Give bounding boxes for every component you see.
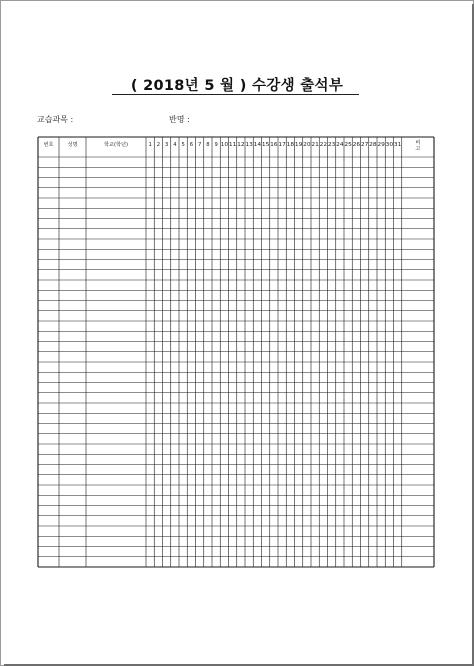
header-day-1: 1: [148, 142, 152, 148]
header-day-20: 20: [303, 142, 311, 148]
header-day-17: 17: [278, 142, 286, 148]
header-day-25: 25: [344, 142, 352, 148]
header-day-13: 13: [245, 142, 253, 148]
header-day-23: 23: [327, 142, 336, 148]
course-label: 교습과목 :: [37, 115, 74, 124]
header-day-6: 6: [189, 142, 194, 148]
header-day-16: 16: [270, 142, 278, 148]
attendance-table: [37, 136, 437, 568]
header-day-26: 26: [352, 142, 361, 148]
header-cell: 성명: [67, 142, 78, 148]
header-day-31: 31: [393, 142, 402, 148]
header-day-19: 19: [294, 142, 303, 148]
header-day-3: 3: [164, 142, 169, 148]
header-day-18: 18: [286, 142, 295, 148]
header-remarks-char: 비: [415, 140, 421, 146]
header-cell: 번호: [43, 142, 54, 148]
header-day-8: 8: [206, 142, 210, 148]
header-day-4: 4: [173, 142, 177, 148]
header-day-21: 21: [311, 142, 319, 148]
header-day-27: 27: [360, 142, 369, 148]
header-day-28: 28: [369, 142, 377, 148]
header-day-10: 10: [220, 142, 229, 148]
header-day-5: 5: [181, 142, 185, 148]
header-day-14: 14: [253, 142, 262, 148]
header-remarks-char: 고: [415, 146, 421, 152]
header-day-24: 24: [336, 142, 345, 148]
class-label: 반명 :: [169, 115, 190, 124]
header-day-30: 30: [385, 142, 394, 148]
header-day-12: 12: [237, 142, 245, 148]
header-day-9: 9: [214, 142, 218, 148]
header-day-15: 15: [261, 142, 270, 148]
document-title: ( 2018년 5 월 ) 수강생 출석부: [130, 78, 344, 94]
header-day-7: 7: [197, 142, 202, 148]
header-day-29: 29: [377, 142, 385, 148]
header-day-22: 22: [319, 142, 328, 148]
header-cell: 학교(학년): [103, 142, 129, 148]
header-day-11: 11: [228, 142, 237, 148]
header-day-2: 2: [156, 142, 161, 148]
title-underline: [112, 94, 359, 95]
